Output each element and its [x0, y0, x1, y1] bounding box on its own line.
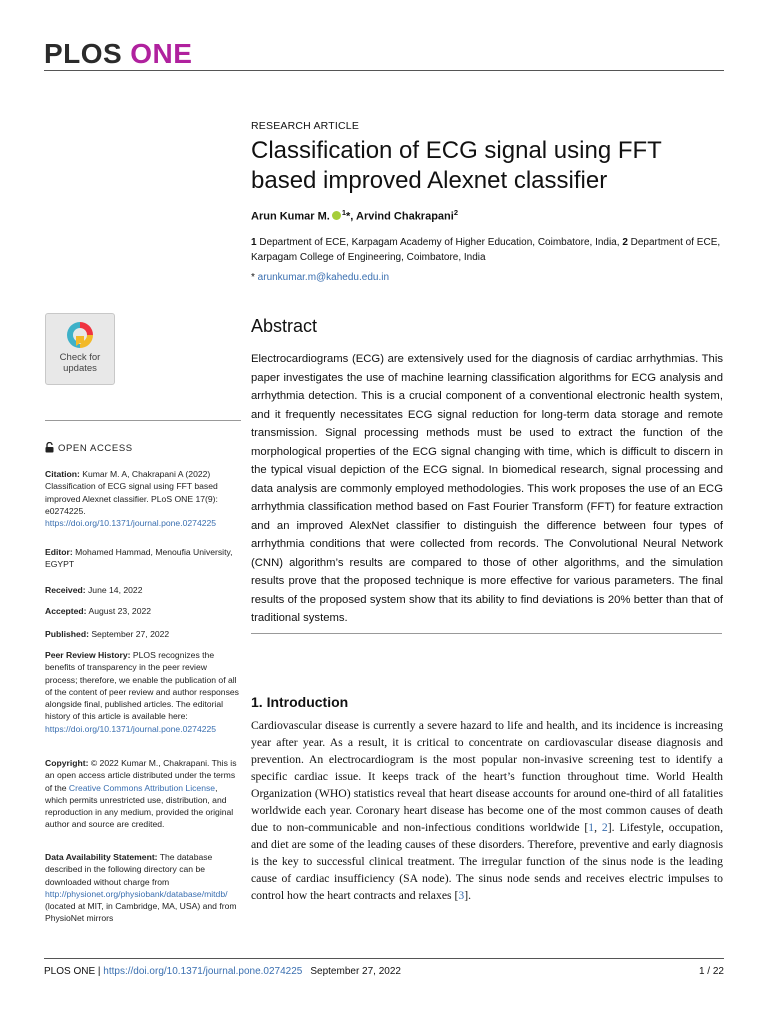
data-availability-text: (located at MIT, in Cambridge, MA, USA) and from PhysioNet mirrors	[45, 901, 237, 924]
affiliation-text: Department of ECE, Karpagam College of Engineering, Coimbatore, India	[251, 237, 721, 263]
affiliation-text: Department of ECE, Karpagam Academy of Higher Education, Coimbatore, India,	[256, 237, 623, 248]
received-label: Received:	[45, 585, 86, 595]
published-block	[45, 628, 241, 640]
peer-review-text: PLOS recognizes the benefits of transparency in the peer review process; therefore, we enable the publication of all of the content of peer review and author responses alongside final, published articles. The editorial history of this article is available here:	[45, 650, 239, 722]
editor-text: Mohamed Hammad, Menoufia University, EGYPT	[45, 547, 233, 570]
open-access-label	[45, 443, 133, 454]
introduction-paragraph: Cardiovascular disease is currently a severe hazard to life and health, and its incidence is increasing year after year. As a result, it is critical to concentrate on cardiovascular disease diagnosis and prevention. An electrocardiogram is the most popular non-invasive screening test to identify a specific cardiac issue. It keeps track of the heart’s function throughout time. World Health Organization (WHO) statistics reveal that heart disease accounts for around one-third of all fatalities worldwide each year. Coronary heart disease has become one of the most common causes of death due to non-communicable and non-infectious conditions worldwide [	[251, 719, 723, 834]
reference-separator: ,	[594, 821, 602, 834]
open-lock-icon	[45, 442, 54, 453]
journal-logo	[44, 38, 192, 70]
copyright-label: Copyright:	[45, 758, 89, 768]
email-link[interactable]: arunkumar.m@kahedu.edu.in	[257, 272, 390, 283]
footer-divider	[44, 958, 724, 959]
journal-logo-one: ONE	[130, 38, 193, 69]
abstract-divider	[251, 633, 722, 634]
received-block	[45, 584, 241, 596]
reference-link[interactable]: 2	[601, 821, 608, 834]
data-availability-block	[45, 851, 241, 925]
footer-date: September 27, 2022	[310, 966, 401, 977]
abstract-text: Electrocardiograms (ECG) are extensively used for the diagnosis of cardiac arrhythmias. This paper investigates the use of machine learning classification algorithms for ECG analysis and arrhythmia detection. This is a crucial component of a conventional electronic health system, and it frequently necessitates ECG signal reduction for long-term data storage and remote transmission. Signal processing methods must be used to extract the function of the morphological properties of the ECG signal changing with time, which is difficult to discern in the typical visual depiction of the ECG signal. In biomedical research, signal processing and data analysis are commonly employed methodologies. This work proposes the use of an ECG arrhythmia classification method based on Fast Fourier Transform (FFT) for feature extraction and an improved AlexNet classifier to distinguish the difference between four types of arrhythmia conditions that were collected from records. The Convolutional Neural Network (CNN) algorithm’s results are compared to those of other algorithms, and the simulation results prove that the proposed technique is more effective for various parameters. The final results of the proposed system show that its ability to find deviations is 20% better than that of traditional systems.	[251, 353, 723, 624]
article-type: RESEARCH ARTICLE	[251, 120, 360, 132]
introduction-paragraph: ].	[464, 889, 472, 902]
introduction-text	[251, 717, 723, 904]
citation-label: Citation:	[45, 469, 80, 479]
physionet-link[interactable]: http://physionet.org/physiobank/database/mitdb/	[45, 888, 228, 899]
orcid-icon[interactable]	[332, 211, 341, 220]
corresponding-mark: *	[346, 210, 351, 223]
email-mark: *	[251, 272, 258, 283]
affiliation-sup: 1	[341, 208, 347, 217]
check-for-updates-line1: Check for	[59, 352, 101, 363]
abstract-heading: Abstract	[251, 316, 318, 336]
author-name[interactable]: Arvind Chakrapani	[356, 210, 454, 223]
affiliation-number: 2	[622, 237, 628, 248]
copyright-text: © 2022 Kumar M., Chakrapani. This is an open access article distributed under the terms of the	[45, 758, 237, 793]
affiliation-sup: 2	[453, 208, 458, 217]
reference-link[interactable]: 3	[458, 889, 465, 902]
article-title: Classification of ECG signal using FFT based improved Alexnet classifier	[251, 137, 662, 194]
affiliations	[251, 235, 721, 265]
peer-review-label: Peer Review History:	[45, 650, 131, 660]
accepted-label: Accepted:	[45, 606, 87, 616]
affiliation-number: 1	[251, 237, 257, 248]
data-availability-text: The database described in the following directory can be downloaded without charge from	[45, 852, 213, 887]
footer-journal: PLOS ONE |	[44, 966, 104, 977]
peer-review-block	[45, 649, 241, 735]
header-divider	[44, 70, 724, 71]
copyright-block	[45, 757, 241, 831]
author-name[interactable]: Arun Kumar M.	[251, 210, 330, 223]
peer-review-link[interactable]: https://doi.org/10.1371/journal.pone.0274225	[45, 723, 217, 734]
reference-link[interactable]: 1	[588, 821, 595, 834]
open-access-text: OPEN ACCESS	[58, 443, 133, 455]
editor-block	[45, 546, 241, 571]
citation-text: Kumar M. A, Chakrapani A (2022) Classification of ECG signal using FFT based improved Alexnet classifier. PLoS ONE 17(9): e0274225.	[45, 469, 218, 516]
footer	[44, 966, 401, 977]
author-list	[251, 208, 458, 223]
check-for-updates-button[interactable]	[45, 313, 115, 385]
citation-doi-link[interactable]: https://doi.org/10.1371/journal.pone.0274225	[45, 518, 217, 529]
check-for-updates-line2: updates	[63, 363, 97, 374]
sidebar-divider	[45, 420, 241, 421]
license-link[interactable]: Creative Commons Attribution License	[68, 782, 216, 793]
author-separator: ,	[350, 210, 357, 223]
editor-label: Editor:	[45, 547, 73, 557]
introduction-paragraph: ]. Lifestyle, occupation, and diet are some of the leading causes of these disorders. Therefore, preventive and early diagnosis is the key to successful clinical treatment. The irregular function of the sinus node is the leading cause of cardiac insufficiency (SA node). The sinus node sends and receives electric impulses to control how the heart contracts and relaxes [	[251, 821, 723, 902]
corresponding-email	[251, 272, 389, 283]
introduction-heading: 1. Introduction	[251, 694, 349, 710]
received-date: June 14, 2022	[85, 585, 143, 595]
journal-logo-plos: PLOS	[44, 38, 123, 69]
data-availability-label: Data Availability Statement:	[45, 852, 158, 862]
copyright-text: , which permits unrestricted use, distribution, and reproduction in any medium, provided the original author and source are credited.	[45, 782, 234, 830]
page-number: 1 / 22	[698, 966, 724, 977]
published-date: September 27, 2022	[88, 629, 170, 639]
citation-block	[45, 468, 241, 529]
accepted-date: August 23, 2022	[86, 606, 152, 616]
footer-doi-link[interactable]: https://doi.org/10.1371/journal.pone.0274225	[103, 966, 303, 977]
accepted-block	[45, 605, 241, 617]
crossmark-icon	[65, 320, 95, 350]
published-label: Published:	[45, 629, 89, 639]
